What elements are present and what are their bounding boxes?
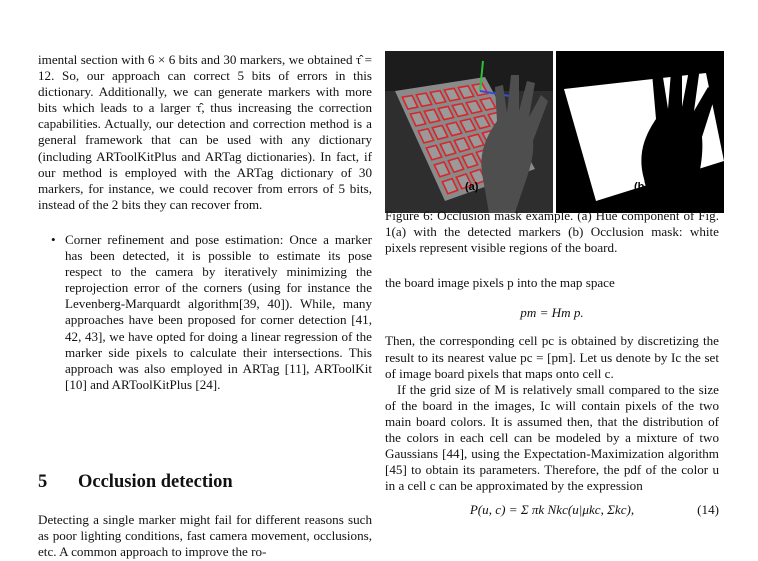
equation-2-number: (14) bbox=[697, 502, 719, 518]
equation-1: pm = Hm p. bbox=[520, 305, 584, 321]
right-paragraph-1: the board image pixels p into the map space bbox=[385, 275, 615, 291]
figure-image-b bbox=[556, 51, 724, 213]
section-number: 5 bbox=[38, 472, 48, 492]
left-paragraph-2-block bbox=[38, 512, 372, 560]
left-paragraph-2: Detecting a single marker might fail for different reasons such as poor lighting conditions, fast camera movement, occlusions, etc. A common approach to improve the ro- bbox=[38, 512, 372, 560]
figure-image-a bbox=[385, 51, 553, 213]
right-paragraph-2: Then, the corresponding cell pc is obtained by discretizing the result to its nearest value pc = [pm]. Let us denote by Ic the set of image board pixels that maps onto cell c. bbox=[385, 333, 719, 381]
bullet-text: Corner refinement and pose estimation: Once a marker has been detected, it is possible to estimate its pose respect to the camera by iteratively minimizing the reprojection error of the corners (using for instance the Levenberg-Marquardt algorithm[39, 40]). While, many approaches have been proposed for corner detection [41, 42, 43], we have opted for doing a linear regression of the marker side pixels to calculate their intersections. This approach was also employed in ARTag [11], ARToolKit [10] and ARToolKitPlus [24]. bbox=[65, 231, 372, 392]
left-paragraph-1: imental section with 6 × 6 bits and 30 markers, we obtained τ̂ = 12. So, our approach can correct 5 bits of errors in this dictionary. Additionally, we can generate markers with more bits which leads to a larger τ̂, thus increasing the correction capabilities. Actually, our detection and correction method is a general framework that can be used with any dictionary (including ARToolKitPlus and ARTag dictionaries). In fact, if our method is employed with the ARTag dictionary of 30 markers, for instance, we could recover from errors of 5 bits, instead of the 2 bits they can recover from. bbox=[38, 52, 372, 212]
right-paragraph-3: If the grid size of M is relatively small compared to the size of the board in the images, Ic will contain pixels of the two main board colors. It is assumed then, that the distribution of the colors in each cell can be modeled by a mixture of two Gaussians [44], using the Expectation-Maximization algorithm [45] to obtain its parameters. Therefore, the pdf of the color u in a cell c can be approximated by the expression bbox=[385, 381, 719, 494]
bullet-symbol: • bbox=[51, 231, 56, 247]
figure-caption: Figure 6: Occlusion mask example. (a) Hue component of Fig. 1(a) with the detected markers (b) Occlusion mask: white pixels represent visible regions of the board. bbox=[385, 208, 719, 256]
left-column bbox=[38, 52, 372, 393]
figure-label-b: (b) bbox=[634, 181, 649, 193]
equation-2-row bbox=[385, 502, 719, 518]
bullet-item bbox=[38, 232, 372, 393]
equation-2: P(u, c) = Σ πk Nkc(u|μkc, Σkc), bbox=[469, 502, 635, 518]
figure-label-a: (a) bbox=[465, 181, 479, 193]
section-heading bbox=[38, 472, 233, 493]
section-title: Occlusion detection bbox=[78, 472, 233, 492]
right-column bbox=[385, 208, 719, 519]
